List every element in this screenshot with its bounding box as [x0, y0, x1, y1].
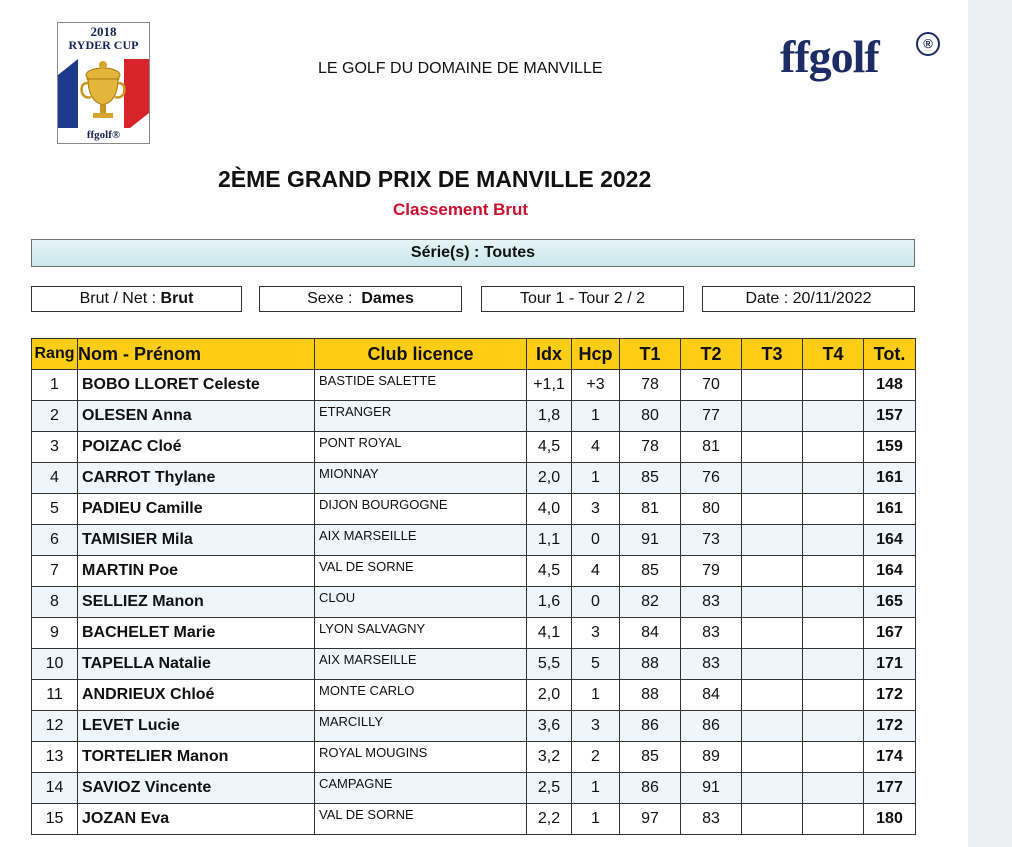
rang-cell: 13	[32, 742, 78, 773]
total-cell: 177	[864, 773, 916, 804]
t2-cell: 83	[681, 587, 742, 618]
idx-cell: 4,5	[527, 556, 572, 587]
date-box: Date : 20/11/2022	[702, 286, 915, 312]
table-row	[32, 587, 916, 618]
club-cell: AIX MARSEILLE	[315, 525, 527, 556]
t4-cell	[803, 587, 864, 618]
club-cell: CLOU	[315, 587, 527, 618]
idx-cell: 4,1	[527, 618, 572, 649]
table-row	[32, 463, 916, 494]
t4-cell	[803, 773, 864, 804]
idx-cell: 2,2	[527, 804, 572, 835]
total-cell: 165	[864, 587, 916, 618]
side-strip	[968, 0, 1012, 847]
idx-cell: 2,0	[527, 680, 572, 711]
t4-cell	[803, 463, 864, 494]
t2-cell: 77	[681, 401, 742, 432]
club-cell: MIONNAY	[315, 463, 527, 494]
ryder-cup-logo	[57, 22, 150, 144]
rang-cell: 11	[32, 680, 78, 711]
table-row	[32, 773, 916, 804]
t3-cell	[742, 711, 803, 742]
t3-cell	[742, 370, 803, 401]
hcp-cell: +3	[572, 370, 620, 401]
t3-cell	[742, 432, 803, 463]
t3-cell	[742, 773, 803, 804]
t3-cell	[742, 525, 803, 556]
col-header-nom: Nom - Prénom	[78, 339, 315, 370]
total-cell: 171	[864, 649, 916, 680]
rang-cell: 7	[32, 556, 78, 587]
total-cell: 172	[864, 711, 916, 742]
name-cell: SELLIEZ Manon	[78, 587, 315, 618]
hcp-cell: 5	[572, 649, 620, 680]
t1-cell: 97	[620, 804, 681, 835]
t2-cell: 76	[681, 463, 742, 494]
club-cell: MONTE CARLO	[315, 680, 527, 711]
table-row	[32, 804, 916, 835]
idx-cell: 5,5	[527, 649, 572, 680]
club-cell: BASTIDE SALETTE	[315, 370, 527, 401]
t2-cell: 89	[681, 742, 742, 773]
idx-cell: 3,6	[527, 711, 572, 742]
name-cell: PADIEU Camille	[78, 494, 315, 525]
hcp-cell: 2	[572, 742, 620, 773]
t3-cell	[742, 401, 803, 432]
t1-cell: 82	[620, 587, 681, 618]
total-cell: 167	[864, 618, 916, 649]
t4-cell	[803, 649, 864, 680]
t4-cell	[803, 618, 864, 649]
rang-cell: 5	[32, 494, 78, 525]
table-row	[32, 401, 916, 432]
t2-cell: 79	[681, 556, 742, 587]
t4-cell	[803, 556, 864, 587]
rang-cell: 3	[32, 432, 78, 463]
t1-cell: 85	[620, 742, 681, 773]
sexe-box	[259, 286, 462, 312]
name-cell: MARTIN Poe	[78, 556, 315, 587]
t2-cell: 83	[681, 649, 742, 680]
t3-cell	[742, 463, 803, 494]
total-cell: 164	[864, 525, 916, 556]
event-title: 2ÈME GRAND PRIX DE MANVILLE 2022	[218, 166, 652, 192]
t4-cell	[803, 494, 864, 525]
table-row	[32, 618, 916, 649]
col-header-club: Club licence	[315, 339, 527, 370]
hcp-cell: 1	[572, 804, 620, 835]
rang-cell: 12	[32, 711, 78, 742]
t1-cell: 88	[620, 649, 681, 680]
ffgolf-logo: ffgolf	[780, 31, 879, 82]
t2-cell: 81	[681, 432, 742, 463]
t2-cell: 70	[681, 370, 742, 401]
t3-cell	[742, 742, 803, 773]
brut-net-box	[31, 286, 242, 312]
t3-cell	[742, 618, 803, 649]
trophy-icon	[58, 53, 149, 128]
total-cell: 164	[864, 556, 916, 587]
table-header-row	[32, 339, 916, 370]
sexe-label: Sexe :	[307, 290, 353, 307]
brut-net-label: Brut / Net :	[79, 290, 157, 307]
idx-cell: 4,5	[527, 432, 572, 463]
col-header-t2: T2	[681, 339, 742, 370]
t3-cell	[742, 649, 803, 680]
col-header-t4: T4	[803, 339, 864, 370]
name-cell: JOZAN Eva	[78, 804, 315, 835]
total-cell: 172	[864, 680, 916, 711]
name-cell: TAMISIER Mila	[78, 525, 315, 556]
t4-cell	[803, 432, 864, 463]
rang-cell: 8	[32, 587, 78, 618]
t4-cell	[803, 401, 864, 432]
rang-cell: 6	[32, 525, 78, 556]
club-cell: ETRANGER	[315, 401, 527, 432]
table-row	[32, 680, 916, 711]
hcp-cell: 1	[572, 463, 620, 494]
total-cell: 157	[864, 401, 916, 432]
col-header-rang: Rang	[32, 339, 78, 370]
col-header-t3: T3	[742, 339, 803, 370]
rang-cell: 10	[32, 649, 78, 680]
rang-cell: 14	[32, 773, 78, 804]
t1-cell: 78	[620, 432, 681, 463]
ryder-logo-name: RYDER CUP	[68, 38, 139, 52]
name-cell: ANDRIEUX Chloé	[78, 680, 315, 711]
t3-cell	[742, 556, 803, 587]
idx-cell: 1,6	[527, 587, 572, 618]
tour-box: Tour 1 - Tour 2 / 2	[481, 286, 684, 312]
hcp-cell: 1	[572, 773, 620, 804]
col-header-t1: T1	[620, 339, 681, 370]
total-cell: 174	[864, 742, 916, 773]
idx-cell: +1,1	[527, 370, 572, 401]
table-row	[32, 525, 916, 556]
t4-cell	[803, 370, 864, 401]
name-cell: POIZAC Cloé	[78, 432, 315, 463]
hcp-cell: 1	[572, 680, 620, 711]
event-subtitle: Classement Brut	[393, 200, 529, 219]
results-table	[31, 338, 916, 835]
t1-cell: 80	[620, 401, 681, 432]
t3-cell	[742, 494, 803, 525]
club-cell: VAL DE SORNE	[315, 556, 527, 587]
total-cell: 161	[864, 463, 916, 494]
sexe-value: Dames	[361, 290, 414, 307]
club-cell: DIJON BOURGOGNE	[315, 494, 527, 525]
club-cell: CAMPAGNE	[315, 773, 527, 804]
t2-cell: 84	[681, 680, 742, 711]
idx-cell: 4,0	[527, 494, 572, 525]
club-cell: VAL DE SORNE	[315, 804, 527, 835]
hcp-cell: 0	[572, 587, 620, 618]
ryder-logo-year: 2018	[90, 24, 117, 39]
club-cell: ROYAL MOUGINS	[315, 742, 527, 773]
t3-cell	[742, 680, 803, 711]
hcp-cell: 0	[572, 525, 620, 556]
t2-cell: 80	[681, 494, 742, 525]
club-cell: AIX MARSEILLE	[315, 649, 527, 680]
idx-cell: 1,1	[527, 525, 572, 556]
name-cell: BACHELET Marie	[78, 618, 315, 649]
total-cell: 148	[864, 370, 916, 401]
t3-cell	[742, 804, 803, 835]
col-header-idx: Idx	[527, 339, 572, 370]
club-cell: PONT ROYAL	[315, 432, 527, 463]
brut-net-value: Brut	[160, 290, 194, 307]
hcp-cell: 3	[572, 711, 620, 742]
total-cell: 159	[864, 432, 916, 463]
name-cell: LEVET Lucie	[78, 711, 315, 742]
t4-cell	[803, 525, 864, 556]
table-row	[32, 370, 916, 401]
rang-cell: 2	[32, 401, 78, 432]
col-header-hcp: Hcp	[572, 339, 620, 370]
rang-cell: 9	[32, 618, 78, 649]
table-row	[32, 556, 916, 587]
name-cell: OLESEN Anna	[78, 401, 315, 432]
idx-cell: 2,5	[527, 773, 572, 804]
rang-cell: 15	[32, 804, 78, 835]
t1-cell: 78	[620, 370, 681, 401]
table-row	[32, 711, 916, 742]
t2-cell: 86	[681, 711, 742, 742]
total-cell: 180	[864, 804, 916, 835]
name-cell: SAVIOZ Vincente	[78, 773, 315, 804]
t2-cell: 91	[681, 773, 742, 804]
table-row	[32, 494, 916, 525]
hcp-cell: 3	[572, 618, 620, 649]
t1-cell: 91	[620, 525, 681, 556]
rang-cell: 1	[32, 370, 78, 401]
t4-cell	[803, 711, 864, 742]
hcp-cell: 4	[572, 556, 620, 587]
idx-cell: 3,2	[527, 742, 572, 773]
name-cell: BOBO LLORET Celeste	[78, 370, 315, 401]
table-row	[32, 432, 916, 463]
name-cell: TORTELIER Manon	[78, 742, 315, 773]
t2-cell: 83	[681, 804, 742, 835]
club-cell: MARCILLY	[315, 711, 527, 742]
idx-cell: 2,0	[527, 463, 572, 494]
t1-cell: 85	[620, 556, 681, 587]
hcp-cell: 3	[572, 494, 620, 525]
name-cell: TAPELLA Natalie	[78, 649, 315, 680]
t4-cell	[803, 680, 864, 711]
t4-cell	[803, 804, 864, 835]
t1-cell: 84	[620, 618, 681, 649]
t3-cell	[742, 587, 803, 618]
hcp-cell: 4	[572, 432, 620, 463]
table-row	[32, 649, 916, 680]
rang-cell: 4	[32, 463, 78, 494]
total-cell: 161	[864, 494, 916, 525]
t1-cell: 85	[620, 463, 681, 494]
series-bar: Série(s) : Toutes	[31, 239, 915, 267]
club-title: LE GOLF DU DOMAINE DE MANVILLE	[318, 60, 603, 77]
t1-cell: 88	[620, 680, 681, 711]
t4-cell	[803, 742, 864, 773]
t1-cell: 86	[620, 773, 681, 804]
table-row	[32, 742, 916, 773]
ryder-logo-brand: ffgolf®	[86, 129, 121, 141]
results-body	[32, 370, 916, 835]
registered-icon: ®	[916, 32, 940, 56]
t2-cell: 73	[681, 525, 742, 556]
name-cell: CARROT Thylane	[78, 463, 315, 494]
col-header-tot: Tot.	[864, 339, 916, 370]
t1-cell: 86	[620, 711, 681, 742]
club-cell: LYON SALVAGNY	[315, 618, 527, 649]
t1-cell: 81	[620, 494, 681, 525]
hcp-cell: 1	[572, 401, 620, 432]
t2-cell: 83	[681, 618, 742, 649]
idx-cell: 1,8	[527, 401, 572, 432]
